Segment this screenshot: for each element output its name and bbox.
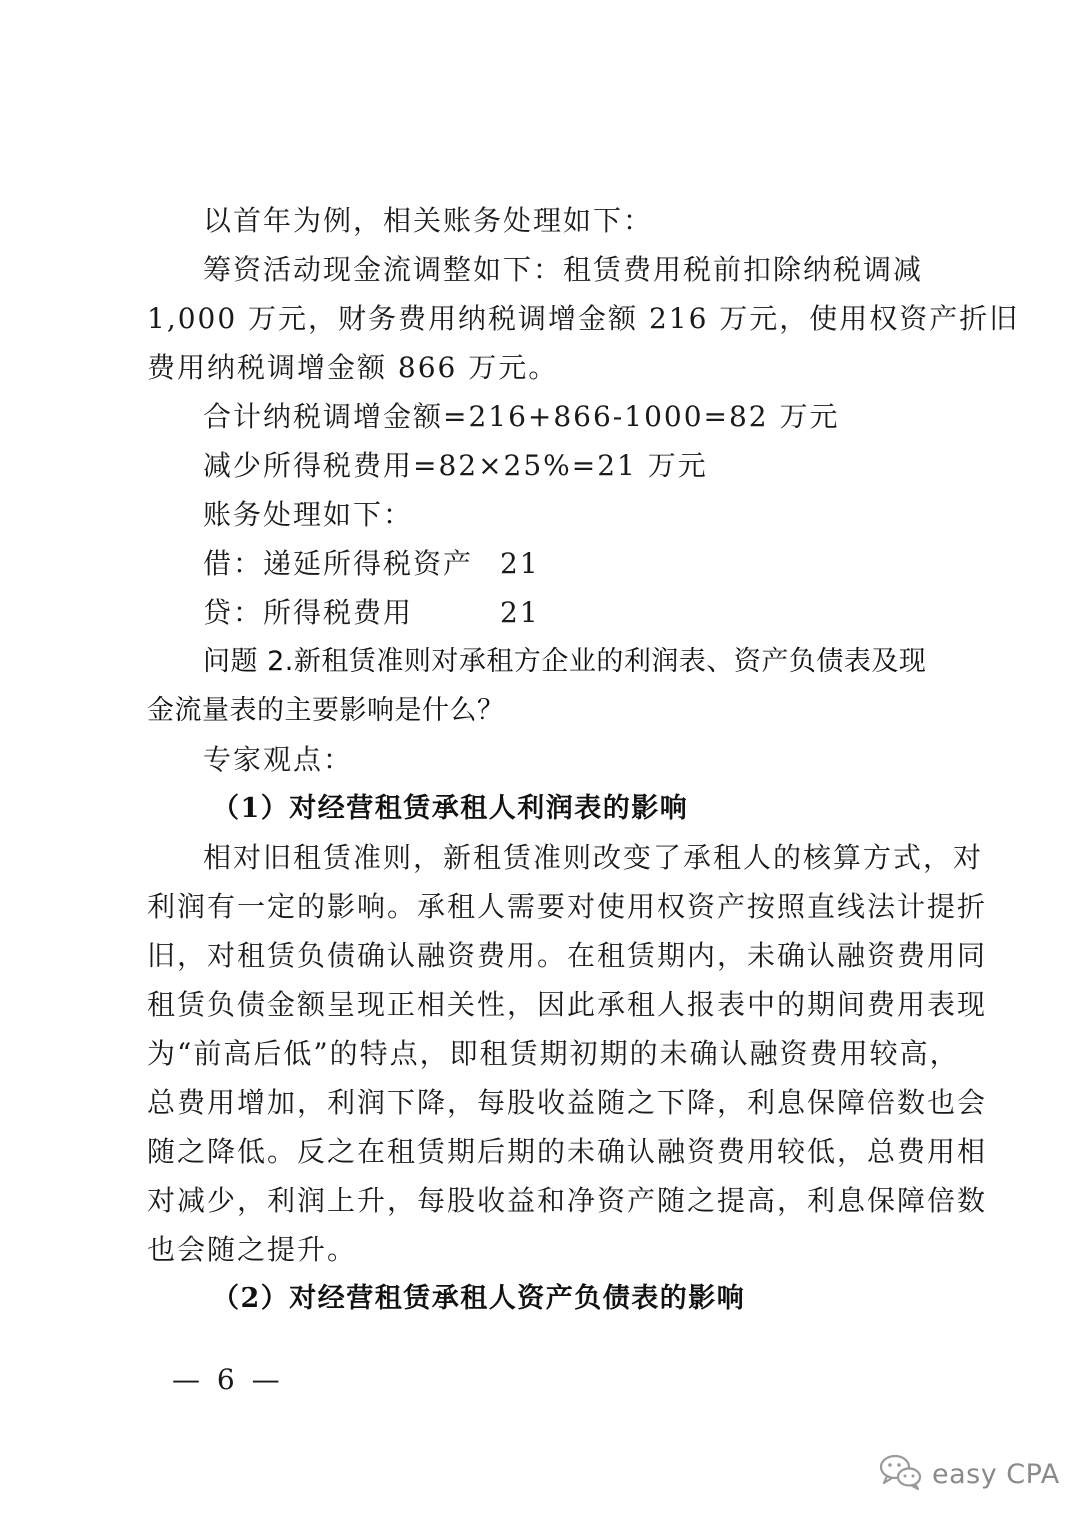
paragraph-intro: 以首年为例，相关账务处理如下： (203, 204, 654, 237)
expert-view-label: 专家观点： (203, 743, 354, 776)
section-body-line: 对减少，利润上升，每股收益和净资产随之提高，利息保障倍数 (147, 1184, 988, 1217)
section-heading-balance-sheet: （2）对经营租赁承租人资产负债表的影响 (212, 1283, 746, 1314)
debit-amount: 21 (500, 547, 540, 580)
watermark (878, 1452, 1060, 1496)
question-heading: 问题 2.新租赁准则对承租方企业的利润表、资产负债表及现 (203, 646, 927, 677)
section-body-line: 也会随之提升。 (147, 1233, 358, 1266)
section-body-line: 旧，对租赁负债确认融资费用。在租赁期内，未确认融资费用同 (147, 939, 988, 972)
wechat-icon (878, 1452, 924, 1496)
section-body-line: 总费用增加，利润下降，每股收益随之下降，利息保障倍数也会 (147, 1086, 988, 1119)
question-heading: 金流量表的主要影响是什么？ (147, 695, 505, 726)
credit-amount: 21 (500, 596, 540, 629)
section-body-line: 租赁负债金额呈现正相关性，因此承租人报表中的期间费用表现 (147, 988, 988, 1021)
credit-account: 贷：所得税费用 (203, 596, 414, 629)
paragraph-financing-adjustment: 筹资活动现金流调整如下：租赁费用税前扣除纳税调减 (203, 253, 924, 286)
paragraph-financing-adjustment: 费用纳税调增金额 866 万元。 (147, 351, 559, 384)
paragraph-financing-adjustment: 1,000 万元，财务费用纳税调增金额 216 万元，使用权资产折旧 (147, 302, 1020, 335)
section-body-line: 为“前高后低”的特点，即租赁期初期的未确认融资费用较高， (147, 1037, 960, 1070)
section-heading-income-statement: （1）对经营租赁承租人利润表的影响 (212, 793, 689, 824)
watermark-text: easy CPA (932, 1458, 1060, 1490)
paragraph-accounting-treatment: 账务处理如下： (203, 498, 414, 531)
section-body-line: 相对旧租赁准则，新租赁准则改变了承租人的核算方式，对 (203, 841, 984, 874)
page-number: — 6 — (172, 1363, 284, 1396)
debit-account: 借：递延所得税资产 (203, 547, 474, 580)
formula-total-adjustment: 合计纳税调增金额=216+866-1000=82 万元 (203, 400, 840, 433)
formula-tax-reduction: 减少所得税费用=82×25%=21 万元 (203, 449, 708, 482)
section-body-line: 随之降低。反之在租赁期后期的未确认融资费用较低，总费用相 (147, 1135, 988, 1168)
section-body-line: 利润有一定的影响。承租人需要对使用权资产按照直线法计提折 (147, 890, 988, 923)
